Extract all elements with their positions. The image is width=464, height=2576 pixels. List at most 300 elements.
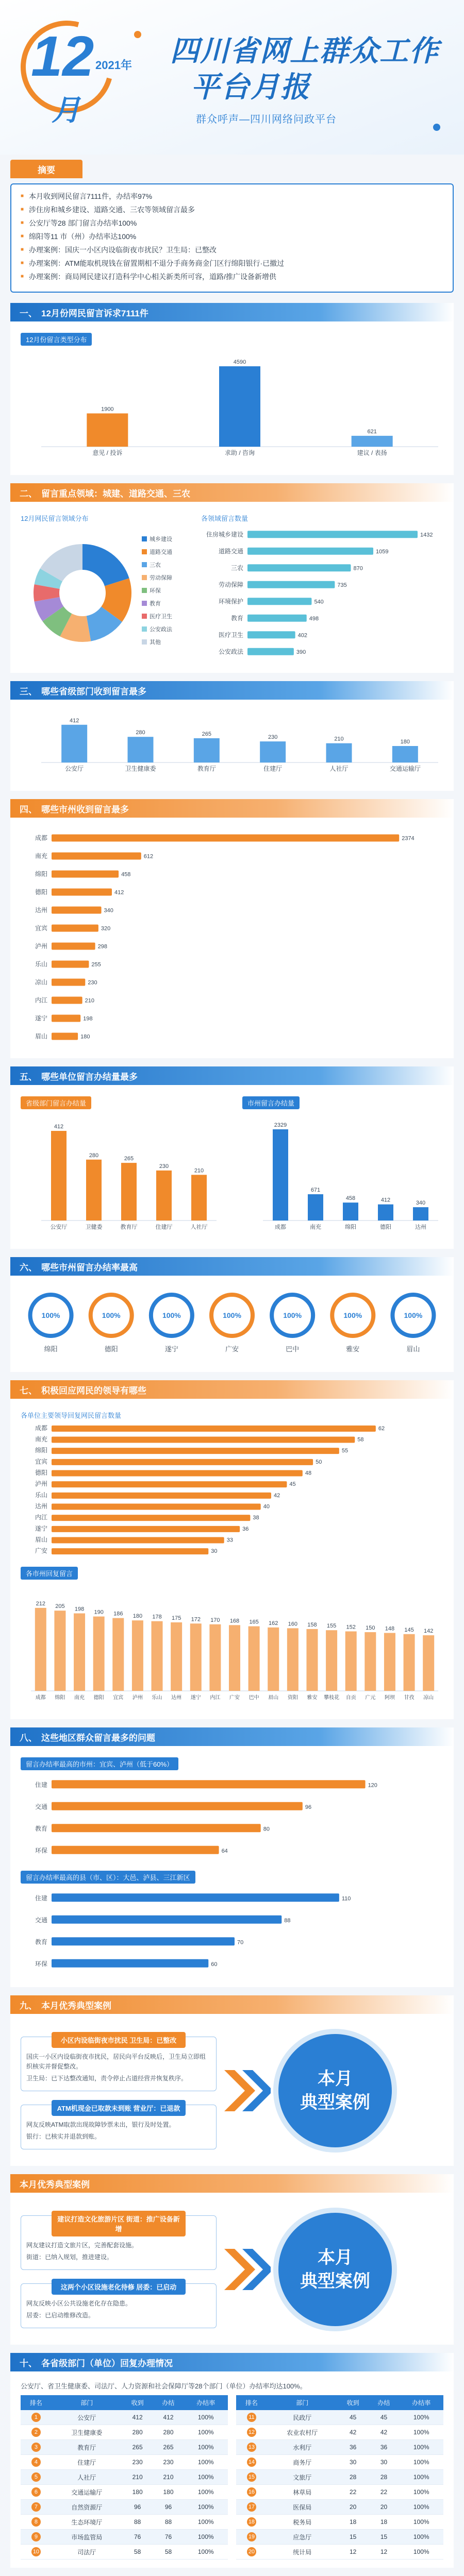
data-label: 340 [104,907,113,914]
tick-label: 环保 [35,1960,47,1968]
case-title: ATM机现金已取款未到账 营业厅：已退款 [52,2100,186,2116]
section-9-header [10,1995,454,2014]
tick-label: 南充 [74,1695,85,1701]
data-label: 212 [36,1600,45,1607]
section-title: 哪些单位留言办结量最多 [41,1072,138,1082]
tick-label: 南充 [310,1224,321,1230]
dept-completed-chart [21,1112,222,1236]
data-label: 735 [337,582,347,588]
case-body: 卫生局：已下达整改通知，责令停止占道经营并恢复秩序。 [26,2075,188,2082]
summary-item: ■ 办理案例：ATM能取机现钱在留置期相不退分手商务商金门区行绵阳银行·已撤过 [21,257,443,270]
data-label: 210 [85,997,94,1004]
badge-line1: 本月 [318,2069,353,2089]
table-cell: 民政厅 [267,2410,338,2425]
pie-title: 12月网民留言领域分布 [21,515,89,522]
summary-item: ■ 办理案例：国庆一小区内设临街夜市扰民？卫生局：已整改 [21,243,443,257]
case-title: 建议打造文化旅游片区 街道：推广设备新增 [52,2211,186,2236]
tick-label: 德阳 [93,1695,104,1701]
rank-badge: 5 [31,2472,41,2482]
table-cell [21,2545,52,2560]
table-cell: 市场监管局 [52,2530,122,2545]
tick-label: 阿坝 [384,1695,395,1701]
table-row [236,2440,443,2455]
tick-label: 教育厅 [120,1224,138,1230]
table-cell: 30 [369,2455,400,2470]
data-label: 148 [385,1625,395,1632]
table-cell: 58 [153,2545,184,2560]
table-cell: 76 [122,2530,153,2545]
data-label: 340 [416,1200,426,1207]
table-cell: 100% [399,2500,443,2515]
badge-line2: 典型案例 [300,2271,370,2291]
data-label: 320 [101,925,111,932]
section-title: 留言重点领域：城建、道路交通、三农 [41,488,190,499]
tick-label: 广安 [229,1695,240,1701]
data-label: 1432 [420,532,433,538]
table-row [21,2500,228,2515]
data-label: 62 [378,1425,385,1432]
section-7-header [10,1380,454,1399]
table-cell [236,2545,267,2560]
left-chart-title: 省级部门留言办结量 [21,1096,91,1109]
data-label: 255 [91,961,101,968]
section-6-header [10,1257,454,1276]
section-1 [10,303,454,475]
city-label: 广安 [225,1345,239,1353]
tick-label: 人社厅 [329,765,349,772]
bar [52,1493,271,1499]
city-label: 雅安 [346,1345,360,1353]
tick-label: 成都 [275,1224,286,1230]
bar [52,1426,376,1432]
table-cell [236,2410,267,2425]
data-label: 168 [229,1618,240,1624]
table-cell [21,2440,52,2455]
rank-badge: 18 [247,2517,256,2527]
table-cell: 28 [369,2470,400,2485]
chevron-right-icon [217,2070,278,2111]
type-bar-chart [21,349,443,462]
table-cell: 100% [399,2545,443,2560]
data-label: 120 [368,1782,377,1789]
data-label: 178 [152,1614,162,1620]
bar [52,1448,339,1454]
tick-label: 凉山 [35,978,47,986]
bar [52,1459,313,1465]
table-row [21,2410,228,2425]
legend-label: 医疗卫生 [150,614,172,620]
month-number: 12 [31,25,94,88]
table-row [21,2455,228,2470]
table-cell: 文旅厅 [267,2470,338,2485]
table-row [236,2545,443,2560]
bar [52,1470,303,1477]
tick-label: 达州 [171,1695,182,1701]
bar [112,1618,124,1691]
table-cell: 100% [184,2530,228,2545]
table-cell: 税务局 [267,2515,338,2530]
data-label: 621 [367,428,377,435]
rank-badge: 12 [247,2428,256,2437]
data-label: 265 [202,731,212,737]
leader-hbar-chart [21,1423,443,1557]
tick-label: 成都 [35,1695,46,1701]
data-label: 186 [113,1611,123,1617]
table-row [236,2485,443,2500]
table-cell [236,2485,267,2500]
tick-label: 遂宁 [190,1695,201,1701]
tick-label: 内江 [35,996,47,1004]
table-cell: 180 [153,2485,184,2500]
bar [326,1630,337,1691]
table-cell [21,2410,52,2425]
data-label: 142 [424,1628,434,1635]
table-row [236,2425,443,2440]
tick-label: 公安厅 [65,765,84,772]
data-label: 175 [171,1615,181,1621]
tick-label: 住建厅 [263,765,283,772]
data-label: 458 [345,1195,356,1202]
dept-bar-chart [21,711,443,778]
section-title: 哪些市州收到留言最多 [41,804,129,815]
data-label: 170 [210,1617,220,1623]
legend-label: 教育 [150,601,161,607]
data-label: 180 [132,1613,143,1620]
case-title: 小区内设临街夜市扰民 卫生局：已整改 [52,2032,186,2048]
bar [52,1515,250,1521]
city-hbar-chart [21,829,443,1045]
rank-badge: 10 [31,2547,41,2556]
bar [326,743,352,762]
section-num: 三、 [20,686,37,697]
section-title: 各省级部门（单位）回复办理情况 [41,2358,173,2368]
tick-label: 卫健委 [85,1224,103,1230]
data-label: 612 [143,853,154,860]
section-3-header [10,681,454,700]
badge-line1: 本月 [318,2247,353,2267]
section-num: 四、 [20,804,37,815]
data-label: 412 [380,1197,391,1204]
month-char: 月 [52,94,80,126]
table-cell: 100% [184,2440,228,2455]
tick-label: 广元 [365,1695,376,1701]
deco-dot [433,124,440,131]
tick-label: 甘孜 [404,1695,415,1701]
table-cell: 412 [153,2410,184,2425]
table-cell: 45 [338,2410,369,2425]
table-cell: 医保局 [267,2500,338,2515]
tick-label: 交通运输厅 [389,765,421,772]
column-header: 办结 [369,2395,400,2410]
section-num: 十、 [20,2358,37,2368]
tick-label: 医疗卫生 [218,631,243,639]
data-label: 2329 [274,1122,287,1128]
bar [52,889,112,896]
table-cell: 100% [399,2440,443,2455]
region-card-1-title: 留言办结率最高的市州：宜宾、泸州（低于60%） [21,1757,178,1770]
rank-badge: 19 [247,2532,256,2541]
tick-label: 自贡 [345,1695,356,1701]
tick-label: 教育 [35,1825,47,1833]
bar [247,598,311,605]
table-cell: 生态环境厅 [52,2515,122,2530]
table-cell: 76 [153,2530,184,2545]
data-label: 198 [74,1606,85,1613]
data-label: 540 [314,599,324,605]
table-cell: 42 [369,2425,400,2440]
legend-label: 公安政法 [150,626,172,633]
bar-title: 各领域留言数量 [201,515,248,522]
tick-label: 交通 [35,1803,47,1810]
data-label: 160 [288,1621,298,1628]
section-title: 12月份网民留言诉求7111件 [41,308,148,318]
table-cell: 88 [153,2515,184,2530]
rank-badge: 2 [31,2428,41,2437]
tick-label: 绵阳 [35,1447,47,1454]
bar [52,1015,80,1022]
bar [404,1634,415,1691]
section-title: 积极回应网民的领导有哪些 [41,1385,146,1396]
tick-label: 遂宁 [35,1014,47,1022]
table-row [236,2500,443,2515]
report-title-line2: 平台月报 [191,71,310,103]
tick-label: 泸州 [132,1695,143,1701]
tick-label: 宜宾 [35,924,47,932]
table-row [236,2515,443,2530]
table-cell [236,2455,267,2470]
data-label: 58 [357,1436,364,1443]
case-body: 国庆一小区内设临街夜市扰民，居民向平台反映后，卫生局立即组织核实并督促整改。 [26,2053,206,2070]
table-cell: 教育厅 [52,2440,122,2455]
table-cell [21,2425,52,2440]
table-cell: 18 [338,2515,369,2530]
table-cell: 交通运输厅 [52,2485,122,2500]
bar [52,1916,281,1924]
rank-badge: 11 [247,2413,256,2422]
section-2 [10,483,454,673]
city-label: 德阳 [104,1345,118,1353]
bar [52,1437,355,1443]
table-cell [236,2515,267,2530]
case-card [21,2105,217,2149]
tick-label: 公安厅 [50,1224,68,1230]
legend-swatch [142,626,147,632]
table-cell: 20 [338,2500,369,2515]
data-label: 64 [221,1848,228,1854]
tick-label: 眉山 [35,1032,47,1040]
tick-label: 宜宾 [35,1458,47,1465]
section-2-header [10,483,454,502]
section-1-header [10,303,454,321]
table-cell: 100% [184,2410,228,2425]
bar [287,1628,299,1691]
table-cell: 265 [153,2440,184,2455]
bar [52,1481,287,1487]
col-chart-title: 各市州回复留言 [21,1567,78,1580]
rank-badge: 8 [31,2517,41,2527]
badge-line2: 典型案例 [300,2092,370,2112]
section-title: 哪些省级部门收到留言最多 [41,686,146,697]
data-label: 50 [316,1459,322,1465]
tick-label: 住建 [35,1894,47,1902]
section-num: 六、 [20,1262,37,1273]
table-cell: 12 [369,2545,400,2560]
bar [378,1205,393,1221]
tick-label: 宜宾 [113,1695,124,1701]
case-title: 这两个小区设施老化待修 居委：已启动 [52,2279,186,2295]
bar [52,943,95,950]
data-label: 2374 [402,835,415,842]
section-num: 五、 [20,1072,37,1082]
summary-title: 摘要 [10,160,82,178]
rank-badge: 4 [31,2458,41,2467]
section-4 [10,799,454,1058]
city-label: 遂宁 [164,1345,178,1353]
case-body: 网友反映ATM取款出现故障钞票未出，银行及时处置。 [26,2121,175,2128]
data-label: 110 [341,1895,351,1902]
data-label: 205 [55,1603,65,1610]
tick-label: 德阳 [35,1469,47,1477]
city-reply-chart [21,1583,443,1706]
chart-title: 12月份留言类型分布 [21,333,92,346]
bar [52,1824,261,1832]
bar [52,1504,261,1510]
data-label: 458 [121,871,131,878]
bar [190,1623,202,1691]
tick-label: 绵阳 [345,1224,356,1230]
rate-circles [21,1287,443,1359]
rank-badge: 6 [31,2487,41,2497]
data-label: 172 [191,1616,201,1623]
table-cell: 100% [399,2425,443,2440]
section-num: 七、 [20,1385,37,1396]
table-cell: 42 [338,2425,369,2440]
bar [52,961,89,968]
data-label: 155 [326,1623,337,1630]
tick-label: 南充 [35,852,47,860]
right-chart-title: 市州留言办结量 [242,1096,300,1109]
tick-label: 雅安 [307,1695,318,1701]
tick-label: 劳动保障 [218,581,243,588]
bar [392,746,418,762]
case-card [21,2283,217,2328]
section-7 [10,1380,454,1719]
data-label: 96 [305,1804,312,1810]
table-cell: 农业农村厅 [267,2425,338,2440]
table-cell: 100% [399,2455,443,2470]
city-completed-chart [242,1112,443,1236]
table-cell: 230 [153,2455,184,2470]
data-label: 180 [80,1033,90,1040]
bar [247,531,418,538]
table-cell: 林草局 [267,2485,338,2500]
bar [308,1194,323,1221]
data-label: 1900 [101,406,114,413]
bar [191,1175,207,1221]
case-body: 网友反映小区公共设施老化存在隐患。 [26,2300,132,2307]
tick-label: 住建厅 [155,1224,173,1230]
bar [52,1959,208,1968]
bar [260,741,286,762]
column-header: 部门 [52,2395,122,2410]
bar [54,1611,65,1691]
bar [268,1628,279,1691]
column-header: 办结 [153,2395,184,2410]
section-num: 一、 [20,308,37,318]
bar [247,648,294,655]
bar [35,1608,46,1691]
table-cell [21,2455,52,2470]
legend-label: 环保 [150,588,161,594]
legend-swatch [142,575,147,580]
table-cell: 100% [399,2470,443,2485]
table-cell [21,2515,52,2530]
section-title: 哪些市州留言办结率最高 [41,1262,138,1273]
tick-label: 成都 [35,1424,47,1432]
section-title: 本月优秀典型案例 [41,2001,111,2011]
section-6 [10,1257,454,1372]
bar [52,871,119,878]
tick-label: 泸州 [35,942,47,950]
table-cell: 卫生健康委 [52,2425,122,2440]
legend-swatch [142,639,147,645]
bar [364,1632,376,1691]
tick-label: 内江 [210,1695,221,1701]
data-label: 671 [310,1187,321,1194]
column-header: 办结率 [184,2395,228,2410]
bar [61,725,87,762]
column-header: 收到 [122,2395,153,2410]
deco-dot [134,31,141,38]
table-row [236,2455,443,2470]
typical-case-badge [278,2213,392,2326]
table-cell: 88 [122,2515,153,2530]
rate-value: 100% [404,1311,423,1319]
case-card [21,2037,217,2091]
table-cell: 15 [338,2530,369,2545]
bar [52,835,399,842]
data-label: 80 [263,1826,270,1833]
rate-value: 100% [343,1311,362,1319]
tick-label: 眉山 [35,1536,47,1544]
tick-label: 交通 [35,1916,47,1924]
data-label: 412 [69,717,79,724]
data-label: 165 [249,1619,259,1625]
data-label: 298 [97,943,107,950]
data-label: 48 [305,1470,312,1477]
data-label: 145 [404,1626,414,1633]
bar [128,737,154,762]
table-cell: 公安厅 [52,2410,122,2425]
table-cell: 22 [338,2485,369,2500]
bar [248,1626,260,1691]
data-label: 390 [296,649,306,655]
table-row [236,2410,443,2425]
tick-label: 建议 / 表扬 [357,449,387,456]
section-num: 二、 [20,488,37,499]
column-header: 排名 [236,2395,267,2410]
bar [52,1937,235,1945]
data-label: 210 [334,736,344,742]
bar [121,1163,137,1221]
tick-label: 教育 [230,614,243,622]
table-cell: 商务厅 [267,2455,338,2470]
data-label: 412 [114,889,124,896]
data-label: 1059 [376,548,389,555]
legend-swatch [142,536,147,541]
section-10 [10,2174,454,2345]
data-label: 210 [194,1167,204,1174]
